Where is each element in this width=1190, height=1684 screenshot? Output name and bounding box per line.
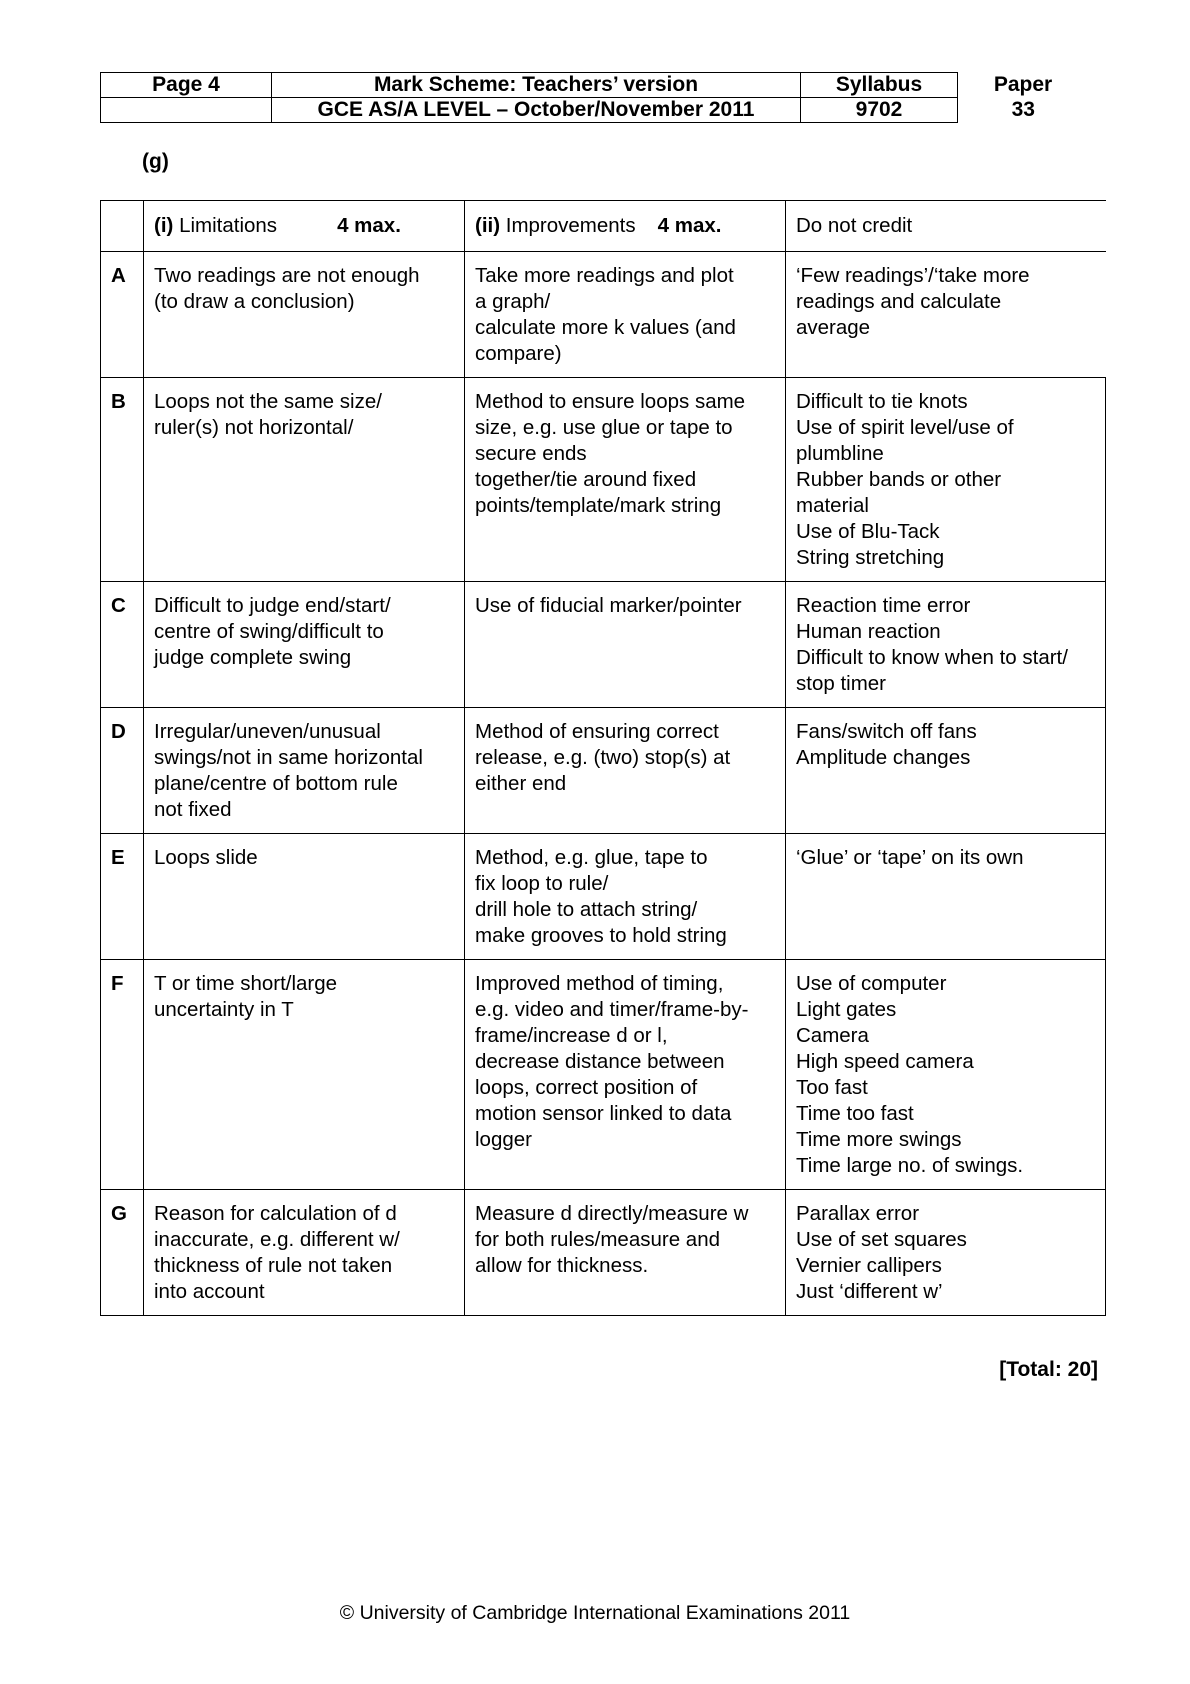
- cell-line: Use of set squares: [796, 1228, 967, 1251]
- cell-improvements: [465, 1190, 786, 1316]
- header-no-credit: Do not credit: [786, 201, 1106, 252]
- row-letter: A: [101, 252, 144, 378]
- cell-line: Two readings are not enough: [154, 264, 420, 287]
- limitations-max: 4 max.: [337, 214, 401, 237]
- cell-line: Human reaction: [796, 620, 941, 643]
- cell-line: Rubber bands or other: [796, 468, 1002, 491]
- cell-line: Method, e.g. glue, tape to: [475, 846, 708, 869]
- table-row: [101, 834, 1106, 960]
- cell-line: e.g. video and timer/frame-by-: [475, 998, 749, 1021]
- table-row: [101, 960, 1106, 1190]
- cell-line: either end: [475, 772, 567, 795]
- total-marks: [Total: 20]: [999, 1358, 1098, 1381]
- cell-line: Use of Blu-Tack: [796, 520, 940, 543]
- cell-limitations: [144, 1190, 465, 1316]
- document-title: Mark Scheme: Teachers’ version: [272, 73, 801, 98]
- cell-line: stop timer: [796, 672, 886, 695]
- cell-line: loops, correct position of: [475, 1076, 698, 1099]
- cell-line: Fans/switch off fans: [796, 720, 977, 743]
- cell-limitations: [144, 834, 465, 960]
- table-row: [101, 1190, 1106, 1316]
- limitations-number: (i): [154, 214, 174, 237]
- cell-improvements: [465, 708, 786, 834]
- cell-line: Take more readings and plot: [475, 264, 734, 287]
- cell-line: centre of swing/difficult to: [154, 620, 384, 643]
- cell-line: High speed camera: [796, 1050, 974, 1073]
- cell-line: Irregular/uneven/unusual: [154, 720, 381, 743]
- cell-line: Parallax error: [796, 1202, 920, 1225]
- cell-improvements: [465, 252, 786, 378]
- row-letter: F: [101, 960, 144, 1190]
- cell-line: points/template/mark string: [475, 494, 722, 517]
- cell-line: Measure d directly/measure w: [475, 1202, 749, 1225]
- cell-line: T or time short/large: [154, 972, 338, 995]
- paper-number: 33: [1011, 98, 1035, 121]
- cell-line: Method to ensure loops same: [475, 390, 746, 413]
- cell-line: Light gates: [796, 998, 897, 1021]
- cell-line: Too fast: [796, 1076, 868, 1099]
- cell-limitations: [144, 708, 465, 834]
- cell-line: Vernier callipers: [796, 1254, 942, 1277]
- cell-line: uncertainty in T: [154, 998, 294, 1021]
- header-letter-cell: [101, 201, 144, 252]
- cell-improvements: [465, 378, 786, 582]
- cell-line: Difficult to tie knots: [796, 390, 968, 413]
- cell-improvements: [465, 582, 786, 708]
- row-letter: C: [101, 582, 144, 708]
- cell-line: Improved method of timing,: [475, 972, 724, 995]
- cell-no-credit: [786, 582, 1106, 708]
- table-row: [101, 708, 1106, 834]
- syllabus-label: Syllabus: [801, 73, 958, 98]
- cell-line: judge complete swing: [154, 646, 352, 669]
- table-header-row: [101, 201, 1106, 252]
- cell-line: ‘Glue’ or ‘tape’ on its own: [796, 846, 1024, 869]
- cell-limitations: [144, 378, 465, 582]
- cell-line: fix loop to rule/: [475, 872, 609, 895]
- exam-name: GCE AS/A LEVEL – October/November 2011: [272, 98, 801, 123]
- cell-line: Just ‘different w’: [796, 1280, 943, 1303]
- cell-line: Use of computer: [796, 972, 947, 995]
- page-number: Page 4: [101, 73, 272, 98]
- cell-line: Difficult to judge end/start/: [154, 594, 391, 617]
- improvements-heading: Improvements: [505, 214, 636, 237]
- improvements-number: (ii): [475, 214, 501, 237]
- cell-line: Loops slide: [154, 846, 258, 869]
- cell-line: for both rules/measure and: [475, 1228, 720, 1251]
- cell-line: Camera: [796, 1024, 869, 1047]
- table-row: [101, 582, 1106, 708]
- cell-line: ruler(s) not horizontal/: [154, 416, 354, 439]
- cell-line: calculate more k values (and: [475, 316, 736, 339]
- cell-line: Use of fiducial marker/pointer: [475, 594, 742, 617]
- cell-line: Use of spirit level/use of: [796, 416, 1014, 439]
- cell-line: Time too fast: [796, 1102, 914, 1125]
- paper-label: Paper: [993, 73, 1053, 96]
- cell-no-credit: [786, 708, 1106, 834]
- cell-line: make grooves to hold string: [475, 924, 727, 947]
- cell-no-credit: [786, 1190, 1106, 1316]
- cell-line: size, e.g. use glue or tape to: [475, 416, 733, 439]
- row-letter: E: [101, 834, 144, 960]
- cell-improvements: [465, 960, 786, 1190]
- cell-line: plumbline: [796, 442, 884, 465]
- table-row: [101, 252, 1106, 378]
- cell-line: frame/increase d or l,: [475, 1024, 668, 1047]
- cell-line: thickness of rule not taken: [154, 1254, 393, 1277]
- header-empty-cell: [101, 98, 272, 123]
- cell-line: average: [796, 316, 871, 339]
- cell-no-credit: [786, 834, 1106, 960]
- cell-line: decrease distance between: [475, 1050, 725, 1073]
- cell-line: inaccurate, e.g. different w/: [154, 1228, 400, 1251]
- cell-line: compare): [475, 342, 562, 365]
- cell-line: readings and calculate: [796, 290, 1002, 313]
- cell-line: into account: [154, 1280, 265, 1303]
- table-body: [101, 252, 1106, 1316]
- cell-line: release, e.g. (two) stop(s) at: [475, 746, 731, 769]
- syllabus-code: 9702: [801, 98, 958, 123]
- mark-scheme-table: [100, 200, 1106, 1316]
- header-limitations: [144, 201, 465, 252]
- cell-line: allow for thickness.: [475, 1254, 649, 1277]
- cell-improvements: [465, 834, 786, 960]
- cell-line: (to draw a conclusion): [154, 290, 355, 313]
- header-table: [100, 72, 1089, 123]
- cell-line: a graph/: [475, 290, 551, 313]
- part-label: (g): [142, 150, 169, 173]
- cell-line: plane/centre of bottom rule: [154, 772, 398, 795]
- cell-line: Time large no. of swings.: [796, 1154, 1024, 1177]
- cell-line: Difficult to know when to start/: [796, 646, 1068, 669]
- cell-line: logger: [475, 1128, 532, 1151]
- cell-line: motion sensor linked to data: [475, 1102, 732, 1125]
- cell-no-credit: [786, 378, 1106, 582]
- row-letter: D: [101, 708, 144, 834]
- cell-line: together/tie around fixed: [475, 468, 697, 491]
- cell-limitations: [144, 582, 465, 708]
- cell-line: drill hole to attach string/: [475, 898, 698, 921]
- limitations-heading: Limitations: [179, 214, 278, 237]
- copyright-footer: © University of Cambridge International Examinations 2011: [339, 1602, 851, 1624]
- cell-no-credit: [786, 252, 1106, 378]
- cell-line: ‘Few readings’/‘take more: [796, 264, 1030, 287]
- cell-line: Time more swings: [796, 1128, 962, 1151]
- cell-line: Method of ensuring correct: [475, 720, 719, 743]
- cell-limitations: [144, 960, 465, 1190]
- row-letter: G: [101, 1190, 144, 1316]
- cell-limitations: [144, 252, 465, 378]
- cell-line: not fixed: [154, 798, 232, 821]
- table-row: [101, 378, 1106, 582]
- cell-line: swings/not in same horizontal: [154, 746, 423, 769]
- cell-line: Amplitude changes: [796, 746, 971, 769]
- improvements-max: 4 max.: [657, 214, 722, 237]
- cell-line: material: [796, 494, 869, 517]
- cell-line: secure ends: [475, 442, 587, 465]
- cell-no-credit: [786, 960, 1106, 1190]
- cell-line: Reason for calculation of d: [154, 1202, 397, 1225]
- cell-line: Loops not the same size/: [154, 390, 382, 413]
- row-letter: B: [101, 378, 144, 582]
- header-improvements: [465, 201, 786, 252]
- cell-line: Reaction time error: [796, 594, 971, 617]
- cell-line: String stretching: [796, 546, 945, 569]
